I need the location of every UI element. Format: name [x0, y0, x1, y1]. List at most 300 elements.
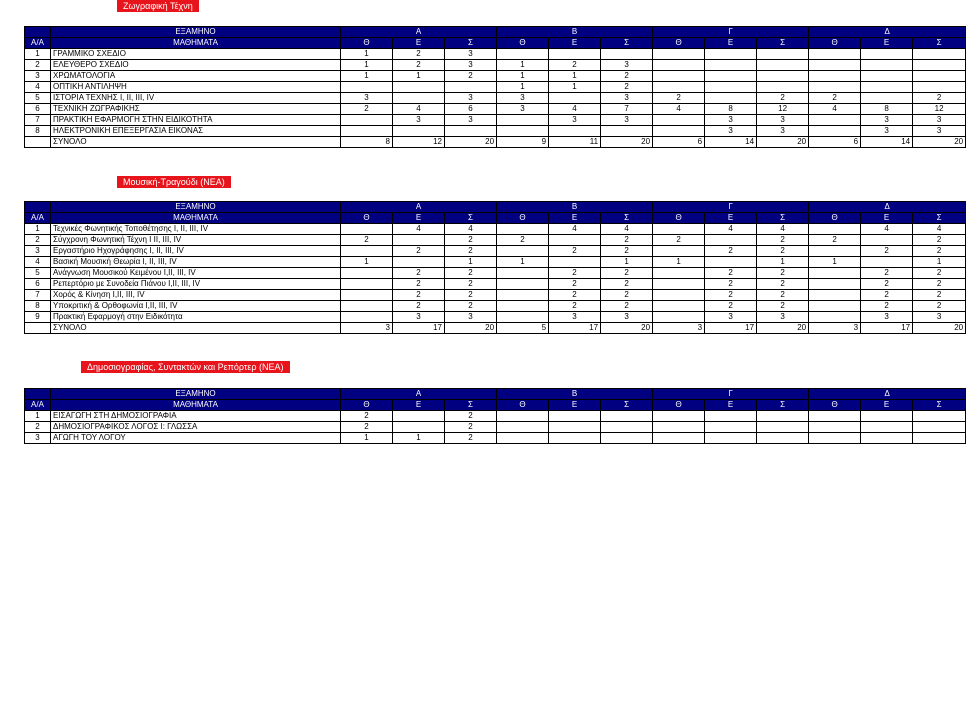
hours-cell: 2	[757, 279, 809, 290]
hours-cell: 1	[497, 71, 549, 82]
table-row	[25, 115, 966, 126]
hours-cell	[809, 268, 861, 279]
table-row	[25, 301, 966, 312]
hours-cell: 7	[601, 104, 653, 115]
hours-cell: 1	[497, 60, 549, 71]
hours-cell	[809, 115, 861, 126]
section-title-journalism: Δημοσιογραφίας, Συντακτών και Ρεπόρτερ (ΝΕΑ)	[81, 361, 290, 373]
course-name: Πρακτική Εφαρμογή στην Ειδικότητα	[51, 312, 341, 323]
hours-cell	[653, 82, 705, 93]
row-index: 6	[25, 279, 51, 290]
row-index: 5	[25, 268, 51, 279]
hours-column-header: Ε	[861, 400, 913, 411]
table-row	[25, 82, 966, 93]
hours-cell	[497, 126, 549, 137]
course-name: Βασική Μουσική Θεωρία I, II, III, IV	[51, 257, 341, 268]
hours-cell: 2	[913, 268, 966, 279]
total-row	[25, 137, 966, 148]
hours-cell: 3	[341, 93, 393, 104]
hours-cell	[653, 49, 705, 60]
hours-cell	[393, 422, 445, 433]
hours-cell	[705, 49, 757, 60]
hours-cell	[497, 268, 549, 279]
hours-cell	[601, 433, 653, 444]
hours-cell	[705, 71, 757, 82]
hours-cell: 4	[705, 224, 757, 235]
hours-cell: 4	[393, 104, 445, 115]
hours-cell: 20	[445, 323, 497, 334]
hours-cell: 2	[913, 279, 966, 290]
hours-cell: 1	[497, 82, 549, 93]
hours-cell: 1	[341, 49, 393, 60]
hours-cell: 1	[341, 433, 393, 444]
hours-cell	[913, 82, 966, 93]
semester-header-row	[25, 27, 966, 38]
header-blank	[25, 202, 51, 213]
hours-cell	[653, 312, 705, 323]
table-row	[25, 49, 966, 60]
course-name: ΟΠΤΙΚΗ ΑΝΤΙΛΗΨΗ	[51, 82, 341, 93]
hours-column-header: Ε	[549, 213, 601, 224]
semester-heading: Β	[497, 202, 653, 213]
hours-cell	[601, 49, 653, 60]
hours-cell: 8	[861, 104, 913, 115]
hours-cell	[653, 433, 705, 444]
hours-cell	[913, 433, 966, 444]
hours-column-header: Σ	[445, 213, 497, 224]
hours-cell: 2	[861, 268, 913, 279]
hours-cell: 12	[913, 104, 966, 115]
table-row	[25, 235, 966, 246]
hours-cell: 2	[705, 279, 757, 290]
hours-cell: 3	[705, 126, 757, 137]
table-row	[25, 104, 966, 115]
semester-heading: Α	[341, 27, 497, 38]
header-blank	[25, 27, 51, 38]
row-index: 3	[25, 246, 51, 257]
index-column-header: Α/Α	[25, 400, 51, 411]
hours-cell: 1	[393, 433, 445, 444]
hours-cell	[601, 126, 653, 137]
hours-cell	[549, 126, 601, 137]
hours-cell	[497, 290, 549, 301]
hours-cell	[653, 246, 705, 257]
hours-cell: 4	[549, 104, 601, 115]
hours-cell: 3	[497, 104, 549, 115]
hours-cell	[809, 422, 861, 433]
hours-cell: 20	[913, 137, 966, 148]
hours-cell: 2	[549, 279, 601, 290]
hours-column-header: Θ	[809, 213, 861, 224]
hours-cell: 3	[445, 312, 497, 323]
hours-cell: 3	[445, 49, 497, 60]
hours-cell	[705, 422, 757, 433]
hours-cell	[913, 411, 966, 422]
section-title-music: Μουσική-Τραγούδι (ΝΕΑ)	[117, 176, 231, 188]
hours-cell	[653, 126, 705, 137]
hours-cell: 2	[913, 93, 966, 104]
course-name: Ανάγνωση Μουσικού Κειμένου I,II, III, IV	[51, 268, 341, 279]
hours-cell: 12	[393, 137, 445, 148]
hours-cell: 2	[341, 104, 393, 115]
hours-cell: 2	[601, 71, 653, 82]
hours-cell	[653, 268, 705, 279]
hours-column-header: Ε	[549, 400, 601, 411]
row-index: 1	[25, 224, 51, 235]
table-row	[25, 290, 966, 301]
journalism-table	[24, 388, 966, 444]
hours-cell: 2	[497, 235, 549, 246]
hours-cell: 2	[861, 246, 913, 257]
hours-cell: 2	[549, 301, 601, 312]
hours-cell: 1	[913, 257, 966, 268]
row-index: 3	[25, 433, 51, 444]
hours-cell: 2	[393, 60, 445, 71]
semester-header-row	[25, 202, 966, 213]
hours-column-header: Θ	[497, 38, 549, 49]
hours-column-header: Ε	[549, 38, 601, 49]
row-index: 2	[25, 235, 51, 246]
hours-cell: 3	[913, 126, 966, 137]
course-name: ΠΡΑΚΤΙΚΗ ΕΦΑΡΜΟΓΗ ΣΤΗΝ ΕΙΔΙΚΟΤΗΤΑ	[51, 115, 341, 126]
course-name: ΔΗΜΟΣΙΟΓΡΑΦΙΚΟΣ ΛΟΓΟΣ Ι: ΓΛΩΣΣΑ	[51, 422, 341, 433]
hours-cell: 2	[445, 246, 497, 257]
hours-cell: 1	[549, 82, 601, 93]
hours-cell	[705, 257, 757, 268]
hours-cell: 3	[601, 60, 653, 71]
hours-cell	[445, 126, 497, 137]
painting-table	[24, 26, 966, 148]
hours-cell	[809, 290, 861, 301]
hours-cell: 2	[549, 290, 601, 301]
hours-cell	[601, 422, 653, 433]
section-title-painting: Ζωγραφική Τέχνη	[117, 0, 199, 12]
hours-cell: 1	[757, 257, 809, 268]
hours-cell	[497, 411, 549, 422]
hours-cell	[341, 224, 393, 235]
hours-cell	[861, 93, 913, 104]
hours-cell	[861, 71, 913, 82]
hours-cell: 2	[861, 279, 913, 290]
hours-cell	[653, 411, 705, 422]
hours-cell: 2	[549, 268, 601, 279]
total-row	[25, 323, 966, 334]
row-index: 5	[25, 93, 51, 104]
hours-column-header: Θ	[341, 400, 393, 411]
hours-cell	[497, 115, 549, 126]
hours-cell: 2	[705, 246, 757, 257]
row-index: 1	[25, 49, 51, 60]
hours-column-header: Ε	[393, 38, 445, 49]
hours-cell: 1	[445, 257, 497, 268]
hours-cell: 2	[757, 246, 809, 257]
hours-cell: 2	[757, 235, 809, 246]
hours-cell: 2	[705, 268, 757, 279]
row-index: 2	[25, 422, 51, 433]
hours-cell	[861, 433, 913, 444]
hours-cell	[809, 411, 861, 422]
hours-column-header: Ε	[393, 400, 445, 411]
hours-column-header: Ε	[861, 213, 913, 224]
course-name: ΕΛΕΥΘΕΡΟ ΣΧΕΔΙΟ	[51, 60, 341, 71]
table-row	[25, 60, 966, 71]
hours-cell	[497, 224, 549, 235]
hours-cell	[497, 422, 549, 433]
hours-cell: 1	[393, 71, 445, 82]
hours-cell: 3	[653, 323, 705, 334]
hours-cell: 2	[445, 411, 497, 422]
hours-cell	[861, 257, 913, 268]
semester-heading: Β	[497, 389, 653, 400]
semester-heading: Γ	[653, 389, 809, 400]
row-index: 9	[25, 312, 51, 323]
hours-cell: 11	[549, 137, 601, 148]
column-header-row	[25, 400, 966, 411]
hours-cell: 4	[653, 104, 705, 115]
hours-cell: 2	[393, 301, 445, 312]
hours-cell: 1	[497, 257, 549, 268]
hours-cell: 2	[913, 290, 966, 301]
hours-cell: 20	[601, 323, 653, 334]
hours-cell: 14	[861, 137, 913, 148]
hours-cell	[549, 235, 601, 246]
hours-cell: 2	[809, 235, 861, 246]
course-name: Υποκριτική & Ορθοφωνία I,II, III, IV	[51, 301, 341, 312]
hours-cell: 3	[445, 93, 497, 104]
hours-cell	[393, 126, 445, 137]
hours-cell: 2	[809, 93, 861, 104]
table-row	[25, 268, 966, 279]
hours-column-header: Θ	[341, 38, 393, 49]
hours-cell: 2	[913, 235, 966, 246]
table-row	[25, 71, 966, 82]
hours-cell: 2	[601, 235, 653, 246]
hours-cell: 2	[341, 235, 393, 246]
hours-cell: 4	[549, 224, 601, 235]
hours-cell: 3	[341, 323, 393, 334]
hours-cell	[653, 422, 705, 433]
hours-cell	[393, 257, 445, 268]
hours-column-header: Σ	[601, 38, 653, 49]
hours-cell: 2	[757, 93, 809, 104]
hours-cell	[497, 49, 549, 60]
hours-cell: 20	[445, 137, 497, 148]
hours-cell: 20	[757, 323, 809, 334]
semester-label: ΕΞΑΜΗΝΟ	[51, 27, 341, 38]
hours-cell: 2	[549, 60, 601, 71]
hours-cell: 1	[601, 257, 653, 268]
table-row	[25, 433, 966, 444]
row-index: 6	[25, 104, 51, 115]
semester-label: ΕΞΑΜΗΝΟ	[51, 202, 341, 213]
hours-cell	[653, 301, 705, 312]
course-column-header: ΜΑΘΗΜΑΤΑ	[51, 400, 341, 411]
hours-cell	[913, 71, 966, 82]
hours-cell: 3	[861, 312, 913, 323]
hours-cell	[549, 422, 601, 433]
hours-column-header: Σ	[913, 213, 966, 224]
hours-cell	[809, 433, 861, 444]
hours-cell: 3	[861, 115, 913, 126]
hours-cell	[809, 71, 861, 82]
hours-column-header: Θ	[497, 400, 549, 411]
hours-cell	[445, 82, 497, 93]
hours-cell	[497, 301, 549, 312]
table-row	[25, 224, 966, 235]
hours-column-header: Θ	[653, 38, 705, 49]
hours-cell: 3	[445, 115, 497, 126]
hours-cell	[705, 93, 757, 104]
hours-cell	[497, 312, 549, 323]
hours-column-header: Σ	[757, 38, 809, 49]
hours-cell: 14	[705, 137, 757, 148]
hours-cell	[757, 71, 809, 82]
hours-cell: 2	[445, 290, 497, 301]
hours-cell: 17	[393, 323, 445, 334]
hours-cell: 2	[393, 246, 445, 257]
hours-cell: 8	[705, 104, 757, 115]
hours-cell	[809, 49, 861, 60]
semester-header-row	[25, 389, 966, 400]
hours-column-header: Ε	[393, 213, 445, 224]
row-index: 3	[25, 71, 51, 82]
course-name: ΙΣΤΟΡΙΑ ΤΕΧΝΗΣ I, II, III, IV	[51, 93, 341, 104]
hours-cell: 2	[393, 279, 445, 290]
course-name: Χορός & Κίνηση I,II, III, IV	[51, 290, 341, 301]
table-row	[25, 126, 966, 137]
course-column-header: ΜΑΘΗΜΑΤΑ	[51, 213, 341, 224]
hours-column-header: Σ	[757, 213, 809, 224]
hours-cell: 2	[913, 301, 966, 312]
hours-cell	[913, 422, 966, 433]
hours-cell: 2	[653, 235, 705, 246]
hours-cell: 2	[445, 235, 497, 246]
hours-cell	[809, 82, 861, 93]
row-index: 4	[25, 257, 51, 268]
hours-cell	[341, 82, 393, 93]
hours-cell	[705, 235, 757, 246]
hours-cell	[653, 115, 705, 126]
course-name: ΑΓΩΓΗ ΤΟΥ ΛΟΓΟΥ	[51, 433, 341, 444]
semester-heading: Β	[497, 27, 653, 38]
hours-cell	[809, 126, 861, 137]
hours-cell: 2	[601, 268, 653, 279]
hours-column-header: Θ	[653, 400, 705, 411]
hours-cell: 4	[861, 224, 913, 235]
hours-column-header: Σ	[445, 38, 497, 49]
hours-cell: 20	[913, 323, 966, 334]
hours-cell	[757, 411, 809, 422]
hours-column-header: Ε	[705, 38, 757, 49]
hours-cell: 6	[809, 137, 861, 148]
hours-cell: 1	[653, 257, 705, 268]
hours-cell	[861, 411, 913, 422]
hours-cell: 3	[393, 115, 445, 126]
hours-cell	[705, 411, 757, 422]
hours-cell	[861, 235, 913, 246]
hours-cell: 3	[705, 115, 757, 126]
hours-cell	[393, 411, 445, 422]
hours-cell: 12	[757, 104, 809, 115]
hours-column-header: Θ	[809, 400, 861, 411]
hours-cell: 3	[549, 115, 601, 126]
semester-heading: Γ	[653, 202, 809, 213]
hours-cell: 2	[393, 268, 445, 279]
hours-cell	[653, 71, 705, 82]
hours-cell: 8	[341, 137, 393, 148]
row-index: 2	[25, 60, 51, 71]
table-row	[25, 411, 966, 422]
course-name: ΕΙΣΑΓΩΓΗ ΣΤΗ ΔΗΜΟΣΙΟΓΡΑΦΙΑ	[51, 411, 341, 422]
hours-cell: 6	[653, 137, 705, 148]
hours-cell: 3	[757, 115, 809, 126]
hours-cell: 1	[341, 60, 393, 71]
hours-cell: 2	[445, 279, 497, 290]
hours-cell	[861, 422, 913, 433]
hours-cell: 4	[913, 224, 966, 235]
hours-cell: 17	[861, 323, 913, 334]
course-name: ΣΥΝΟΛΟ	[51, 323, 341, 334]
course-name: ΗΛΕΚΤΡΟΝΙΚΗ ΕΠΕΞΕΡΓΑΣΙΑ ΕΙΚΟΝΑΣ	[51, 126, 341, 137]
hours-cell: 2	[601, 290, 653, 301]
hours-column-header: Θ	[497, 213, 549, 224]
hours-cell: 2	[341, 422, 393, 433]
hours-cell	[497, 433, 549, 444]
hours-cell	[497, 246, 549, 257]
course-name: Εργαστήριο Ηχογράφησης I, II, III, IV	[51, 246, 341, 257]
row-index: 8	[25, 301, 51, 312]
music-table	[24, 201, 966, 334]
hours-cell	[913, 49, 966, 60]
table-row	[25, 279, 966, 290]
hours-cell: 3	[601, 93, 653, 104]
course-name: Ρεπερτόριο με Συνοδεία Πιάνου I,II, III, IV	[51, 279, 341, 290]
row-index: 7	[25, 115, 51, 126]
hours-column-header: Θ	[341, 213, 393, 224]
hours-cell: 5	[497, 323, 549, 334]
hours-cell	[757, 422, 809, 433]
hours-cell	[549, 93, 601, 104]
hours-cell: 2	[445, 71, 497, 82]
table-row	[25, 93, 966, 104]
hours-cell: 3	[601, 115, 653, 126]
semester-heading: Α	[341, 202, 497, 213]
table-row	[25, 312, 966, 323]
hours-cell	[809, 224, 861, 235]
hours-cell	[809, 279, 861, 290]
hours-cell	[757, 82, 809, 93]
hours-cell	[393, 82, 445, 93]
header-blank	[25, 389, 51, 400]
hours-cell: 2	[393, 290, 445, 301]
hours-cell: 2	[705, 290, 757, 301]
hours-cell	[809, 60, 861, 71]
hours-cell	[341, 290, 393, 301]
row-index	[25, 137, 51, 148]
hours-cell: 2	[861, 301, 913, 312]
hours-column-header: Θ	[653, 213, 705, 224]
hours-cell: 2	[705, 301, 757, 312]
hours-cell	[705, 60, 757, 71]
hours-cell	[861, 82, 913, 93]
hours-cell	[497, 279, 549, 290]
hours-cell	[341, 246, 393, 257]
hours-cell	[341, 115, 393, 126]
hours-cell: 3	[497, 93, 549, 104]
hours-cell: 2	[393, 49, 445, 60]
hours-cell	[861, 49, 913, 60]
hours-cell	[341, 312, 393, 323]
